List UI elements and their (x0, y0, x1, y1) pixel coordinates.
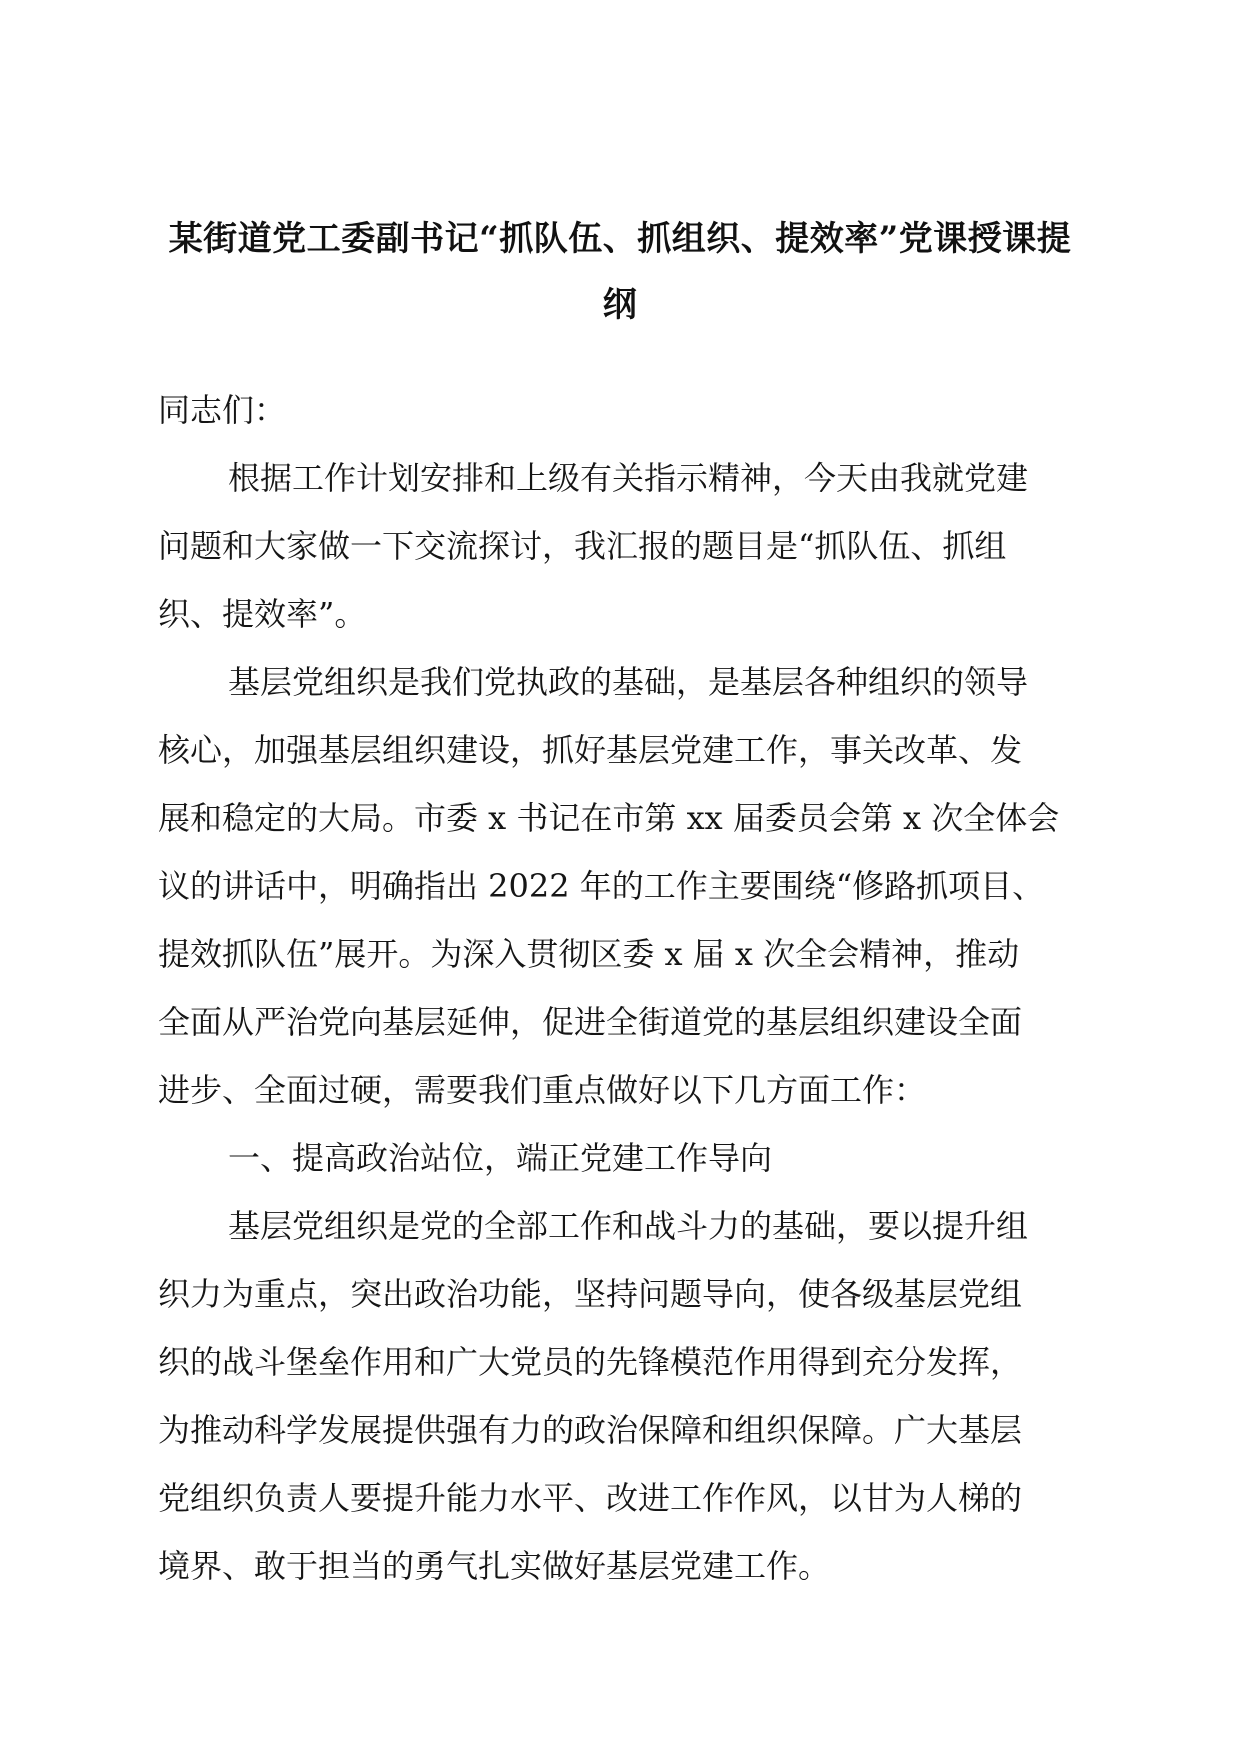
body-line: 织的战斗堡垒作用和广大党员的先锋模范作用得到充分发挥， (158, 1343, 1023, 1381)
body-line: 核心，加强基层组织建设，抓好基层党建工作，事关改革、发 (158, 731, 1023, 769)
document-body (158, 376, 1058, 1600)
body-line: 根据工作计划安排和上级有关指示精神，今天由我就党建 (228, 459, 1029, 497)
document-title (158, 206, 1082, 338)
body-line: 全面从严治党向基层延伸，促进全街道党的基层组织建设全面 (158, 1003, 1023, 1041)
body-line: 议的讲话中，明确指出 2022 年的工作主要围绕“修路抓项目、 (158, 867, 1045, 905)
body-line: 党组织负责人要提升能力水平、改进工作作风，以甘为人梯的 (158, 1479, 1023, 1517)
title-line-2: 纲 (602, 285, 638, 325)
body-line: 织力为重点，突出政治功能，坚持问题导向，使各级基层党组 (158, 1275, 1023, 1313)
body-line: 织、提效率”。 (158, 595, 367, 633)
body-line: 一、提高政治站位，端正党建工作导向 (228, 1139, 773, 1177)
body-line: 境界、敢于担当的勇气扎实做好基层党建工作。 (158, 1547, 831, 1585)
body-line: 基层党组织是我们党执政的基础，是基层各种组织的领导 (228, 663, 1029, 701)
title-line-1: 某街道党工委副书记“抓队伍、抓组织、提效率”党课授课提 (168, 219, 1072, 259)
body-line: 问题和大家做一下交流探讨，我汇报的题目是“抓队伍、抓组 (158, 527, 1007, 565)
body-line: 为推动科学发展提供强有力的政治保障和组织保障。广大基层 (158, 1411, 1023, 1449)
body-line: 进步、全面过硬，需要我们重点做好以下几方面工作： (158, 1071, 927, 1109)
body-line: 展和稳定的大局。市委 x 书记在市第 xx 届委员会第 x 次全体会 (158, 799, 1060, 837)
body-line: 提效抓队伍”展开。为深入贯彻区委 x 届 x 次全会精神，推动 (158, 935, 1020, 973)
body-line: 同志们： (158, 391, 287, 429)
body-line: 基层党组织是党的全部工作和战斗力的基础，要以提升组 (228, 1207, 1029, 1245)
